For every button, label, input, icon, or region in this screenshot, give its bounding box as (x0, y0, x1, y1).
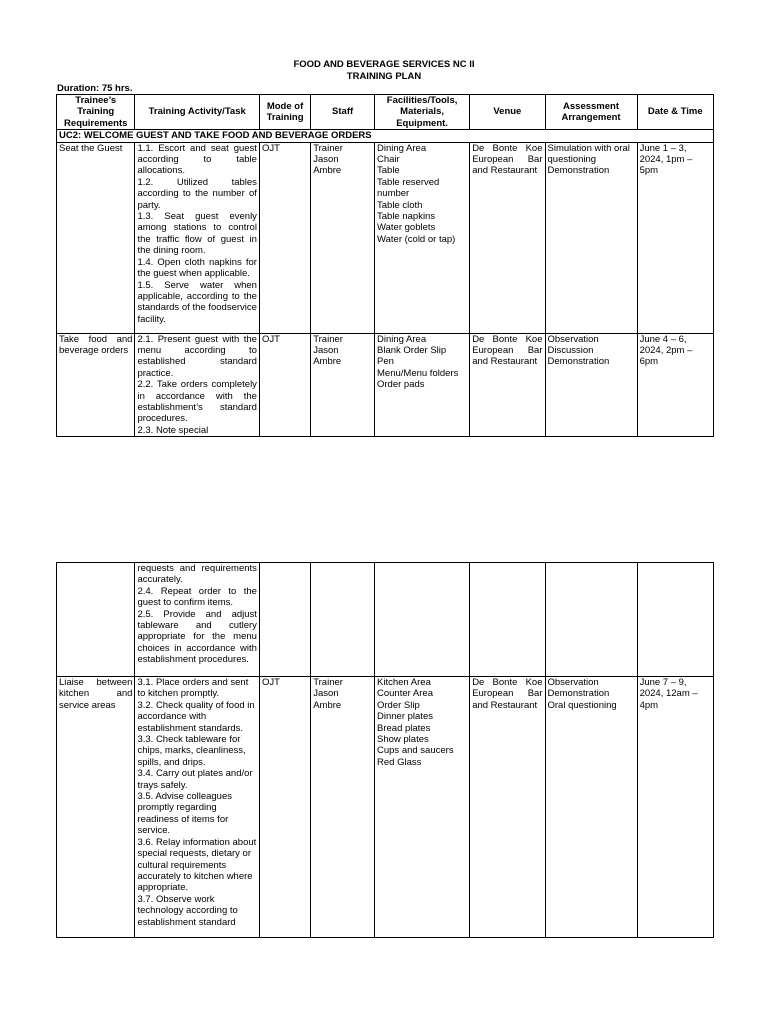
header-mode: Mode of Training (259, 95, 310, 130)
facilities-cell: Dining Area Blank Order Slip Pen Menu/Menu folders Order pads (375, 333, 470, 437)
activity-cell: requests and requirements accurately. 2.4. Repeat order to the guest to confirm items. 2.5. Provide and adjust tableware and cutlery appropriate for the menu choices in accordance with establishment procedures. (135, 563, 259, 677)
activity-cell: 1.1. Escort and seat guest according to table allocations. 1.2. Utilized tables according to the number of party. 1.3. Seat guest evenly among stations to control the traffic flow of guest in the dining room. 1.4. Open cloth napkins for the guest when applicable. 1.5. Serve water when applicable, according to the standards of the foodservice facility. (135, 142, 259, 333)
header-activity: Training Activity/Task (135, 95, 259, 130)
venue-cell: De Bonte Koe European Bar and Restaurant (470, 677, 545, 938)
requirement-cell: Liaise between kitchen and service areas (57, 677, 135, 938)
requirement-cell: Seat the Guest (57, 142, 135, 333)
assessment-cell (545, 563, 637, 677)
date-cell: June 7 – 9, 2024, 12am – 4pm (637, 677, 713, 938)
table-row (57, 333, 714, 437)
mode-cell: OJT (259, 142, 310, 333)
activity-cell: 3.1. Place orders and sent to kitchen promptly. 3.2. Check quality of food in accordance with establishment standards. 3.3. Check tableware for chips, marks, cleanliness, spills, and drips. 3.4. Carry out plates and/or trays safely. 3.5. Advise colleagues promptly regarding readiness of items for service. 3.6. Relay information about special requests, dietary or cultural requirements accurately to kitchen where appropriate. 3.7. Observe work technology according to establishment standard (135, 677, 259, 938)
training-plan-table (56, 94, 714, 437)
date-cell: June 4 – 6, 2024, 2pm – 6pm (637, 333, 713, 437)
venue-cell (470, 563, 545, 677)
mode-cell: OJT (259, 677, 310, 938)
facilities-cell (375, 563, 470, 677)
table-row (57, 563, 714, 677)
facilities-cell: Dining Area Chair Table Table reserved number Table cloth Table napkins Water goblets Water (cold or tap) (375, 142, 470, 333)
venue-cell: De Bonte Koe European Bar and Restaurant (470, 142, 545, 333)
document-title: FOOD AND BEVERAGE SERVICES NC II (293, 59, 475, 70)
duration-label: Duration: 75 hrs. (57, 83, 133, 94)
mode-cell (259, 563, 310, 677)
assessment-cell: Observation Demonstration Oral questioning (545, 677, 637, 938)
unit-of-competency-title: UC2: WELCOME GUEST AND TAKE FOOD AND BEVERAGE ORDERS (57, 130, 714, 142)
header-date: Date & Time (637, 95, 713, 130)
venue-cell: De Bonte Koe European Bar and Restaurant (470, 333, 545, 437)
facilities-cell: Kitchen Area Counter Area Order Slip Dinner plates Bread plates Show plates Cups and saucers Red Glass (375, 677, 470, 938)
staff-cell: Trainer Jason Ambre (311, 677, 375, 938)
header-facilities: Facilities/Tools, Materials, Equipment. (375, 95, 470, 130)
mode-cell: OJT (259, 333, 310, 437)
staff-cell: Trainer Jason Ambre (311, 142, 375, 333)
requirement-cell (57, 563, 135, 677)
document-subtitle: TRAINING PLAN (346, 71, 422, 82)
table-row (57, 142, 714, 333)
header-requirements: Trainee’s Training Requirements (57, 95, 135, 130)
date-cell: June 1 – 3, 2024, 1pm – 5pm (637, 142, 713, 333)
table-row (57, 677, 714, 938)
header-staff: Staff (311, 95, 375, 130)
staff-cell: Trainer Jason Ambre (311, 333, 375, 437)
assessment-cell: Observation Discussion Demonstration (545, 333, 637, 437)
staff-cell (311, 563, 375, 677)
activity-cell: 2.1. Present guest with the menu according to established standard practice. 2.2. Take orders completely in accordance with the establishment’s standard procedures. 2.3. Note special (135, 333, 259, 437)
requirement-cell: Take food and beverage orders (57, 333, 135, 437)
header-assessment: Assessment Arrangement (545, 95, 637, 130)
header-venue: Venue (470, 95, 545, 130)
assessment-cell: Simulation with oral questioning Demonstration (545, 142, 637, 333)
date-cell (637, 563, 713, 677)
uc-row (57, 130, 714, 142)
table-header-row (57, 95, 714, 130)
training-plan-table-continued (56, 562, 714, 938)
